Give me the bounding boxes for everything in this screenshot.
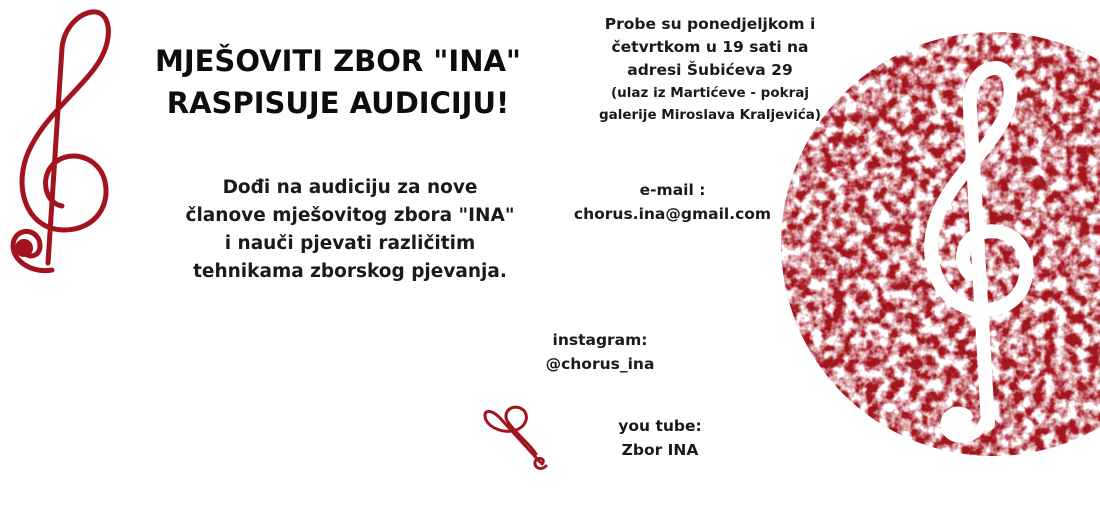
invitation-line-1: Dođi na audiciju za nove	[222, 177, 478, 198]
schedule-line-1: Probe su ponedjeljkom i	[604, 15, 816, 33]
invitation-line-4: tehnikama zborskog pjevanja.	[193, 261, 507, 282]
instagram-handle[interactable]: @chorus_ina	[545, 355, 655, 373]
youtube-channel[interactable]: Zbor INA	[621, 441, 699, 459]
treble-clef-small-icon	[480, 400, 554, 474]
email-label: e-mail :	[639, 181, 706, 199]
instagram-label: instagram:	[552, 331, 648, 349]
title-line-2: RASPISUJE AUDICIJU!	[166, 86, 510, 120]
email-contact	[545, 178, 800, 226]
treble-clef-icon	[0, 8, 120, 278]
schedule-line-4: (ulaz iz Martićeve - pokraj	[611, 85, 809, 101]
invitation-line-3: i nauči pjevati različitim	[224, 233, 476, 254]
instagram-contact	[520, 328, 680, 376]
youtube-label: you tube:	[618, 417, 702, 435]
youtube-contact	[590, 414, 730, 462]
title-line-1: MJEŠOVITI ZBOR "INA"	[154, 44, 522, 78]
email-address[interactable]: chorus.ina@gmail.com	[573, 205, 772, 223]
invitation-text	[140, 174, 560, 286]
page-title	[118, 40, 558, 124]
invitation-line-2: članove mješovitog zbora "INA"	[185, 205, 515, 226]
rehearsal-schedule	[560, 13, 860, 126]
schedule-line-2: četvrtkom u 19 sati na	[611, 38, 809, 56]
schedule-line-5: galerije Miroslava Kraljevića)	[598, 107, 822, 123]
schedule-line-3: adresi Šubićeva 29	[627, 61, 793, 79]
